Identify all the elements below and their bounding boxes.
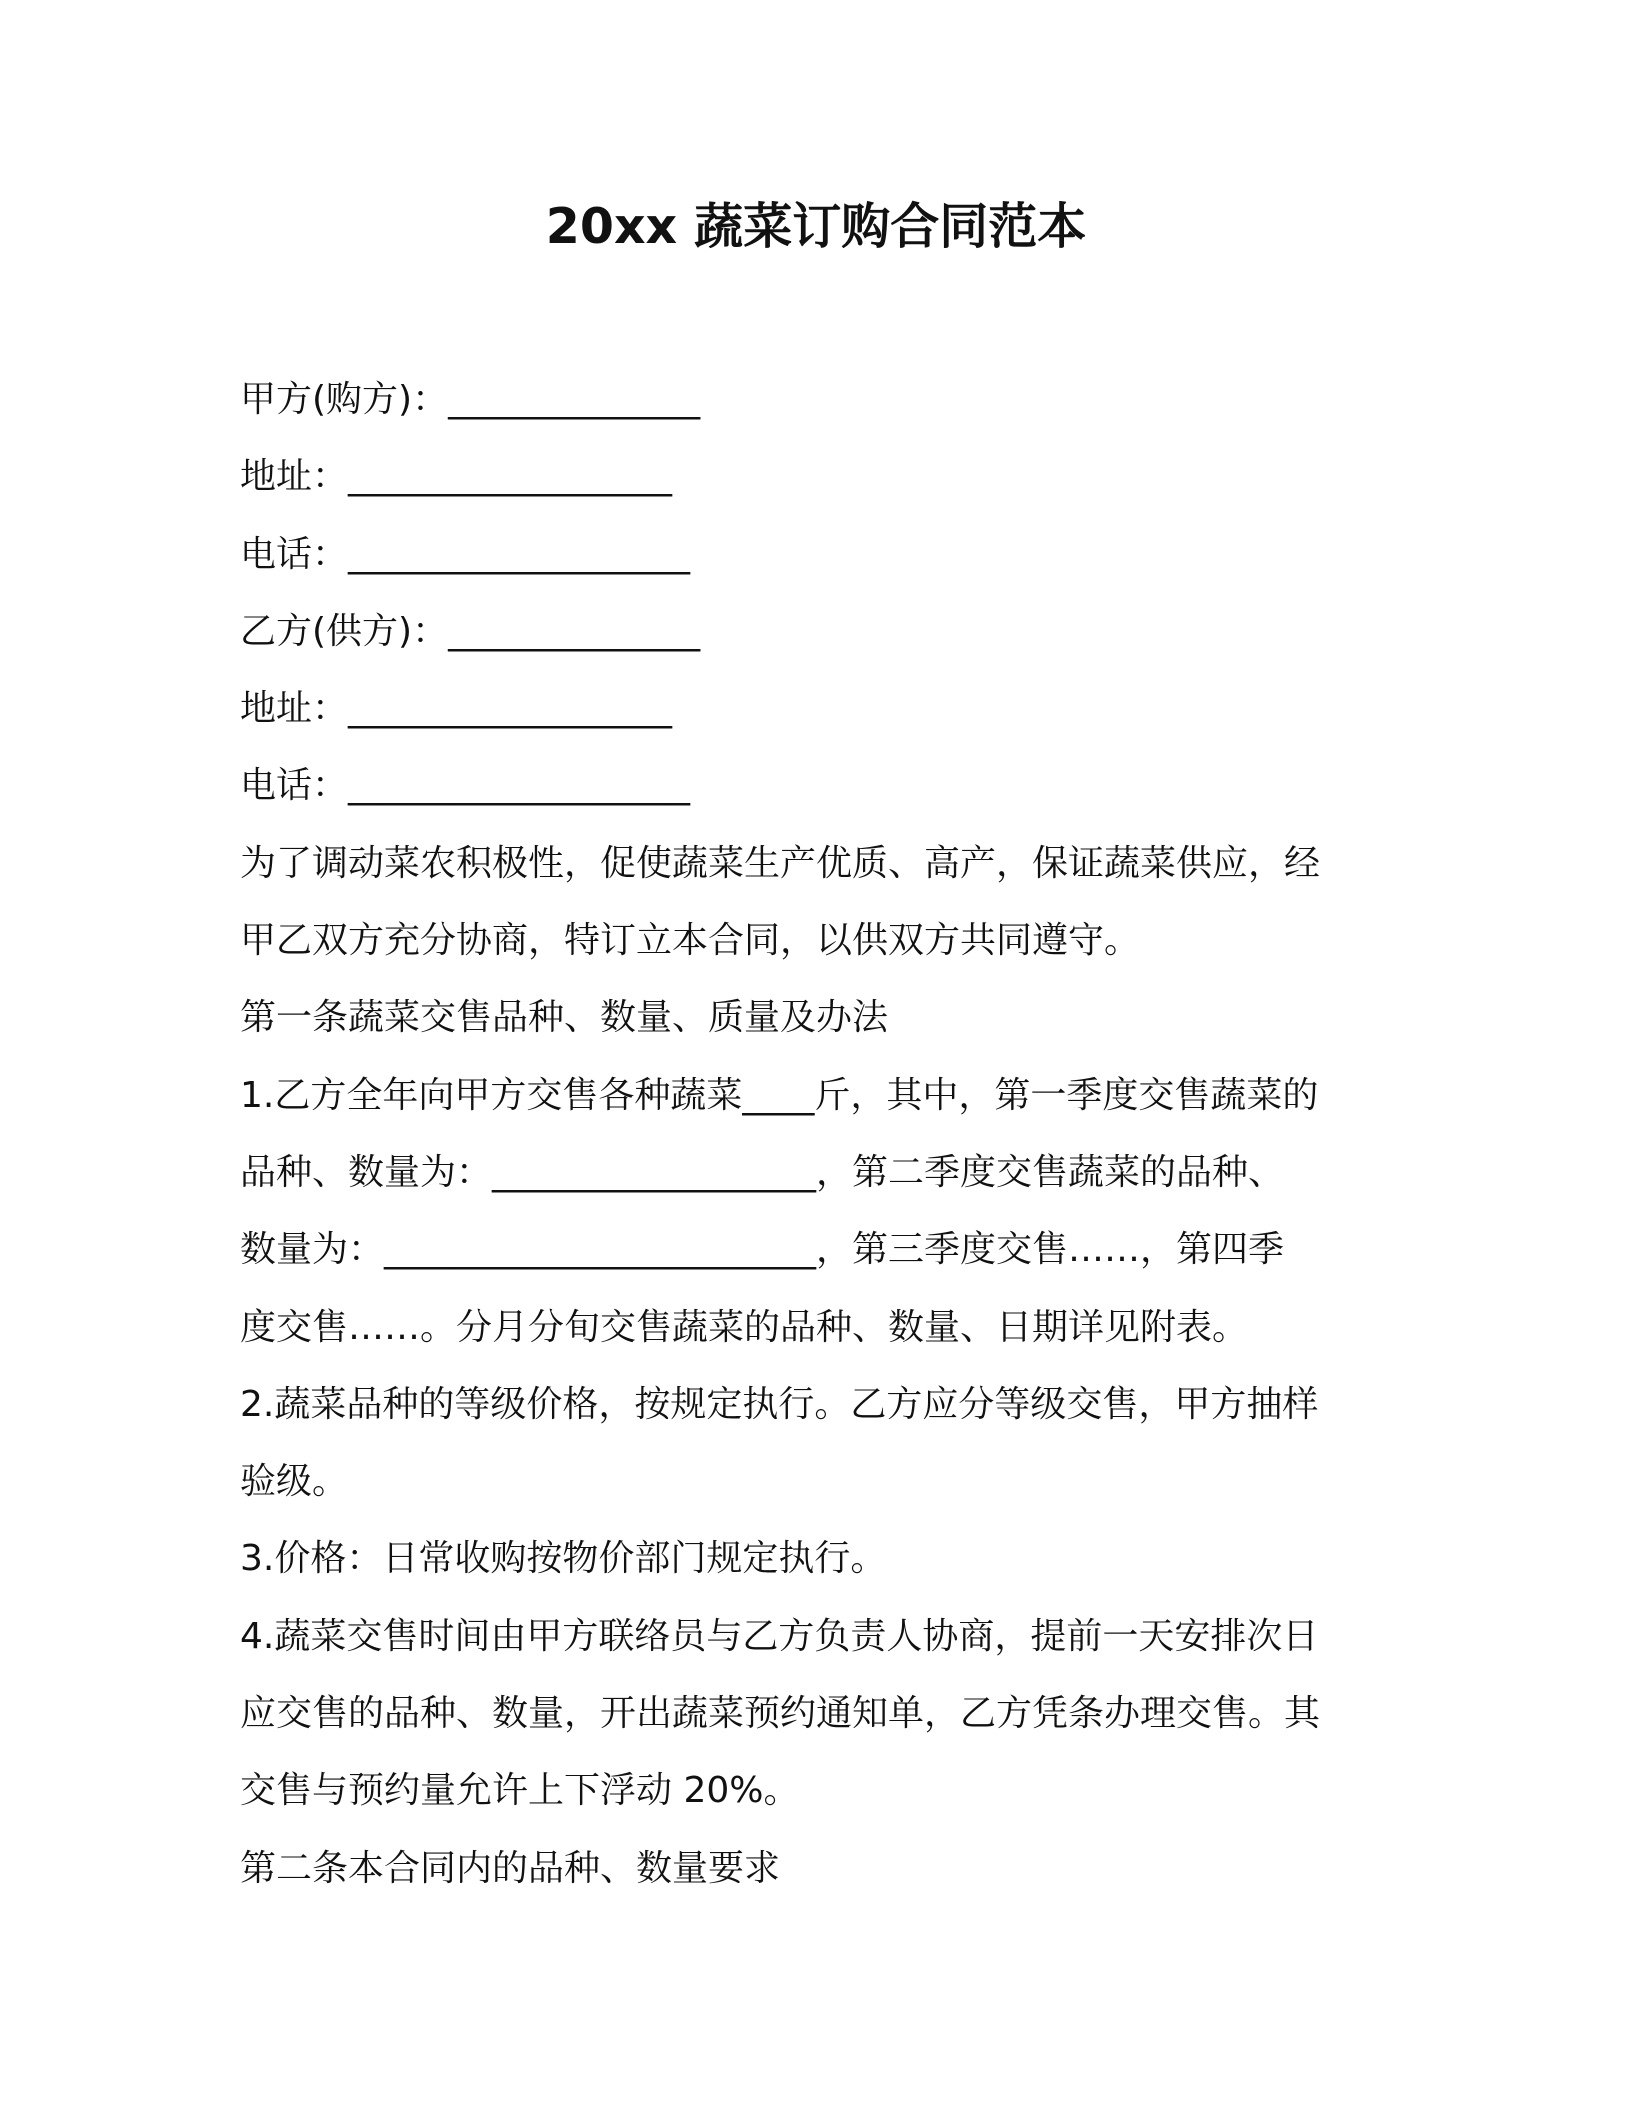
clause-line: 应交售的品种、数量，开出蔬菜预约通知单，乙方凭条办理交售。其 [240, 1693, 1321, 1735]
clause-line: 验级。 [240, 1461, 349, 1503]
preamble-line: 甲乙双方充分协商，特订立本合同，以供双方共同遵守。 [240, 920, 1141, 962]
document-body [240, 361, 1390, 1907]
clause-line: 交售与预约量允许上下浮动 20%。 [240, 1770, 800, 1812]
clause-line: 3.价格：日常收购按物价部门规定执行。 [240, 1538, 887, 1580]
preamble-line: 为了调动菜农积极性，促使蔬菜生产优质、高产，保证蔬菜供应，经 [240, 842, 1321, 884]
clause-line: 4.蔬菜交售时间由甲方联络员与乙方负责人协商，提前一天安排次日 [240, 1615, 1319, 1657]
clause-line: 品种、数量为：__________________，第二季度交售蔬菜的品种、 [240, 1151, 1285, 1193]
clause-line: 度交售……。分月分旬交售蔬菜的品种、数量、日期详见附表。 [240, 1306, 1249, 1348]
document-title: 20xx 蔬菜订购合同范本 [545, 198, 1087, 255]
clause-line: 2.蔬菜品种的等级价格，按规定执行。乙方应分等级交售，甲方抽样 [240, 1383, 1319, 1425]
clause-line: 数量为：________________________，第三季度交售……，第四季 [240, 1229, 1285, 1271]
party-a-name-line: 甲方(购方)：______________ [240, 379, 701, 420]
party-b-phone-line: 电话：___________________ [240, 765, 691, 807]
party-b-name-line: 乙方(供方)：______________ [240, 610, 701, 652]
party-a-phone-line: 电话：___________________ [240, 533, 691, 575]
party-a-address-line: 地址：__________________ [240, 456, 673, 498]
clause-line: 1.乙方全年向甲方交售各种蔬菜____斤，其中，第一季度交售蔬菜的 [240, 1074, 1319, 1116]
article-heading: 第二条本合同内的品种、数量要求 [240, 1847, 781, 1889]
article-heading: 第一条蔬菜交售品种、数量、质量及办法 [240, 997, 889, 1039]
party-b-address-line: 地址：__________________ [240, 688, 673, 730]
